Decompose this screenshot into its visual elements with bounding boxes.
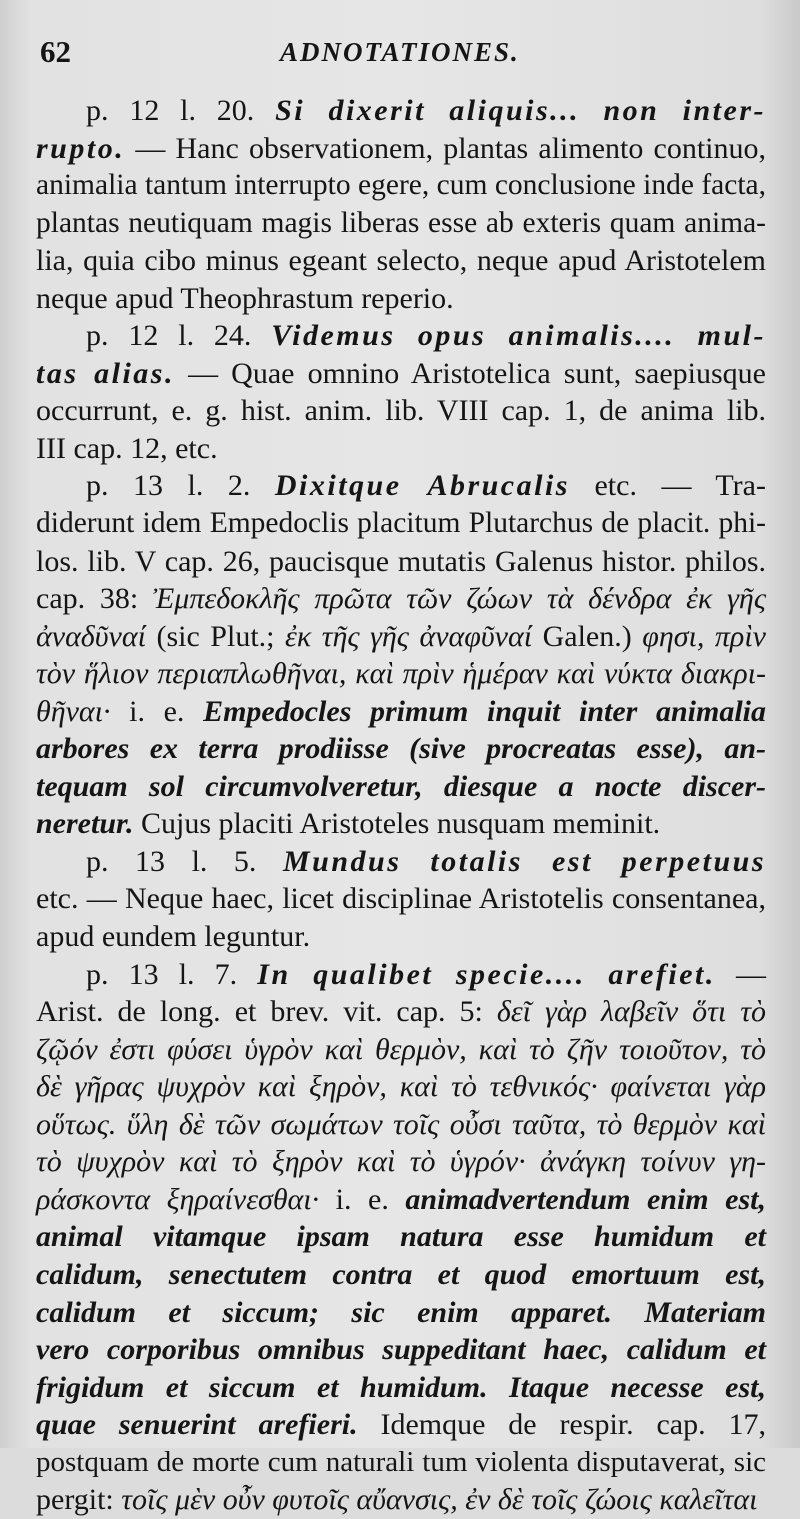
text-run: — Quae omnino Aristotelica sunt, saepiusque bbox=[174, 356, 767, 390]
emphasis-text: calidum et siccum; sic enim apparet. Materiam bbox=[36, 1295, 766, 1329]
text-line bbox=[36, 993, 766, 1031]
greek-text: ἐκ τῆς γῆς ἀναφῦναί bbox=[285, 619, 533, 653]
text-line bbox=[36, 1406, 766, 1444]
text-line bbox=[36, 768, 766, 806]
greek-text: φησι, πρὶν bbox=[642, 619, 766, 653]
text-run: cap. 38: bbox=[36, 582, 154, 616]
text-run: p. 12 l. 24. bbox=[86, 319, 272, 353]
text-run: plantas neutiquam magis liberas esse ab exteris quam anima- bbox=[36, 206, 766, 239]
text-run: occurrunt, e. g. hist. anim. lib. VIII cap. 1, de anima lib. bbox=[36, 394, 766, 428]
text-line bbox=[36, 730, 766, 768]
emphasis-text: Videmus opus animalis.... mul- bbox=[271, 319, 766, 353]
text-run: etc. — Neque haec, licet disciplinae Aristotelis consentanea, bbox=[36, 882, 766, 916]
greek-text: Ἐμπεδοκλῆς πρῶτα τῶν ζώων τὰ δένδρα ἐκ γῆς bbox=[153, 582, 766, 616]
emphasis-text: arbores ex terra prodiisse (sive procreatas esse), an- bbox=[36, 732, 766, 766]
greek-text: δεῖ γὰρ λαβεῖν ὅτι τὸ bbox=[496, 995, 766, 1029]
text-line bbox=[36, 280, 766, 318]
emphasis-text: In qualibet specie.... arefiet. bbox=[257, 957, 716, 991]
greek-text: ζῷόν ἐστι φύσει ὑγρὸν καὶ θερμὸν, καὶ τὸ ζῆν τοιοῦτον, τὸ bbox=[36, 1032, 766, 1066]
text-line bbox=[36, 1181, 766, 1219]
text-line bbox=[36, 918, 766, 956]
text-run: Cujus placiti Aristoteles nusquam meminit. bbox=[133, 807, 661, 841]
text-line bbox=[36, 1068, 766, 1106]
text-line bbox=[36, 618, 766, 656]
emphasis-text: calidum, senectutem contra et quod emortuum est, bbox=[36, 1257, 766, 1291]
text-run: Galen.) bbox=[532, 619, 643, 653]
greek-text: ράσκοντα ξηραίνεσθαι· bbox=[36, 1182, 320, 1216]
greek-text: τοῖς μὲν οὖν φυτοῖς αὔανσις, ἐν δὲ τοῖς ζώοις καλεῖται bbox=[121, 1483, 758, 1517]
text-run: Arist. de long. et brev. vit. cap. 5: bbox=[36, 995, 497, 1029]
text-line bbox=[36, 655, 766, 693]
emphasis-text: animal vitamque ipsam natura esse humidum et bbox=[36, 1220, 766, 1254]
text-line bbox=[36, 392, 766, 430]
greek-text: τὸ ψυχρὸν καὶ τὸ ξηρὸν καὶ τὸ ὑγρόν· ἀνάγκη τοίνυν γη- bbox=[36, 1145, 766, 1179]
greek-text: ἀναδῦναί bbox=[36, 619, 146, 653]
text-run: i. e. bbox=[319, 1182, 406, 1216]
text-run: etc. — Tra- bbox=[569, 469, 766, 503]
text-run: pergit: bbox=[36, 1483, 122, 1517]
text-run: Idemque de respir. cap. 17, bbox=[357, 1408, 766, 1442]
text-line bbox=[36, 355, 766, 393]
text-run: (sic Plut.; bbox=[145, 619, 286, 653]
greek-text: οὕτως. ὕλη δὲ τῶν σωμάτων τοῖς οὖσι ταῦτα, τὸ θερμὸν καὶ bbox=[36, 1107, 766, 1141]
text-line bbox=[36, 317, 766, 355]
text-line bbox=[36, 467, 766, 505]
emphasis-text: quae senuerint arefieri. bbox=[36, 1408, 358, 1442]
text-line bbox=[36, 1143, 766, 1181]
text-line bbox=[36, 805, 766, 843]
text-line bbox=[36, 1444, 766, 1482]
emphasis-text: Dixitque Abrucalis bbox=[274, 469, 570, 503]
emphasis-text: Mundus totalis est perpetuus bbox=[282, 844, 766, 878]
emphasis-text: rupto. bbox=[36, 131, 126, 165]
greek-text: δὲ γῆρας ψυχρὸν καὶ ξηρὸν, καὶ τὸ τεθνικός· φαίνεται γὰρ bbox=[36, 1070, 766, 1104]
text-line bbox=[36, 880, 766, 918]
text-run: — Hanc observationem, plantas alimento continuo, bbox=[125, 131, 766, 165]
text-run: p. 13 l. 2. bbox=[86, 469, 275, 503]
text-run: diderunt idem Empedoclis placitum Plutarchus de placit. phi- bbox=[36, 507, 766, 540]
text-run: p. 12 l. 20. bbox=[86, 94, 276, 127]
emphasis-text: Si dixerit aliquis... non inter- bbox=[275, 94, 766, 127]
text-run: neque apud Theophrastum reperio. bbox=[36, 281, 454, 315]
text-line bbox=[36, 1481, 766, 1519]
text-line bbox=[36, 130, 766, 168]
text-line bbox=[36, 1106, 766, 1144]
running-head: ADNOTATIONES. bbox=[280, 37, 520, 67]
greek-text: θῆναι· bbox=[36, 694, 111, 728]
text-run: lia, quia cibo minus egeant selecto, neque apud Aristotelem bbox=[36, 244, 766, 278]
page-body bbox=[36, 92, 766, 1519]
text-line bbox=[36, 430, 766, 468]
text-line bbox=[36, 1294, 766, 1332]
text-line bbox=[36, 956, 766, 994]
text-line bbox=[36, 167, 766, 205]
emphasis-text: frigidum et siccum et humidum. Itaque necesse est, bbox=[36, 1370, 766, 1404]
text-run: i. e. bbox=[110, 694, 204, 728]
text-line bbox=[36, 543, 766, 581]
greek-text: τὸν ἥλιον περιαπλωθῆναι, καὶ πρὶν ἡμέραν καὶ νύκτα διακρι- bbox=[36, 657, 766, 691]
text-line bbox=[36, 693, 766, 731]
emphasis-text: neretur. bbox=[36, 807, 134, 841]
emphasis-text: animadvertendum enim est, bbox=[405, 1182, 766, 1216]
text-line bbox=[36, 1256, 766, 1294]
page-number: 62 bbox=[40, 34, 71, 69]
emphasis-text: vero corporibus omnibus suppeditant haec, calidum et bbox=[36, 1333, 766, 1367]
text-run: postquam de morte cum naturali tum violenta disputaverat, sic bbox=[36, 1445, 766, 1478]
text-line bbox=[36, 843, 766, 881]
text-run: apud eundem leguntur. bbox=[36, 920, 311, 954]
text-run: p. 13 l. 5. bbox=[86, 844, 283, 878]
text-line bbox=[36, 505, 766, 543]
text-run: p. 13 l. 7. bbox=[86, 957, 258, 991]
text-line bbox=[36, 580, 766, 618]
text-line bbox=[36, 1031, 766, 1069]
text-run: los. lib. V cap. 26, paucisque mutatis Galenus histor. philos. bbox=[36, 544, 766, 578]
emphasis-text: Empedocles primum inquit inter animalia bbox=[203, 694, 766, 728]
text-line bbox=[36, 1369, 766, 1407]
text-run: III cap. 12, etc. bbox=[36, 431, 218, 465]
emphasis-text: tequam sol circumvolveretur, diesque a nocte discer- bbox=[36, 769, 766, 803]
text-line bbox=[36, 1218, 766, 1256]
text-line bbox=[36, 205, 766, 243]
text-line bbox=[36, 242, 766, 280]
emphasis-text: tas alias. bbox=[36, 356, 175, 390]
page-header bbox=[40, 34, 760, 78]
text-run: — bbox=[715, 957, 766, 991]
text-line bbox=[36, 1331, 766, 1369]
text-run: animalia tantum interrupto egere, cum conclusione inde facta, bbox=[36, 169, 766, 202]
text-line bbox=[36, 92, 766, 130]
